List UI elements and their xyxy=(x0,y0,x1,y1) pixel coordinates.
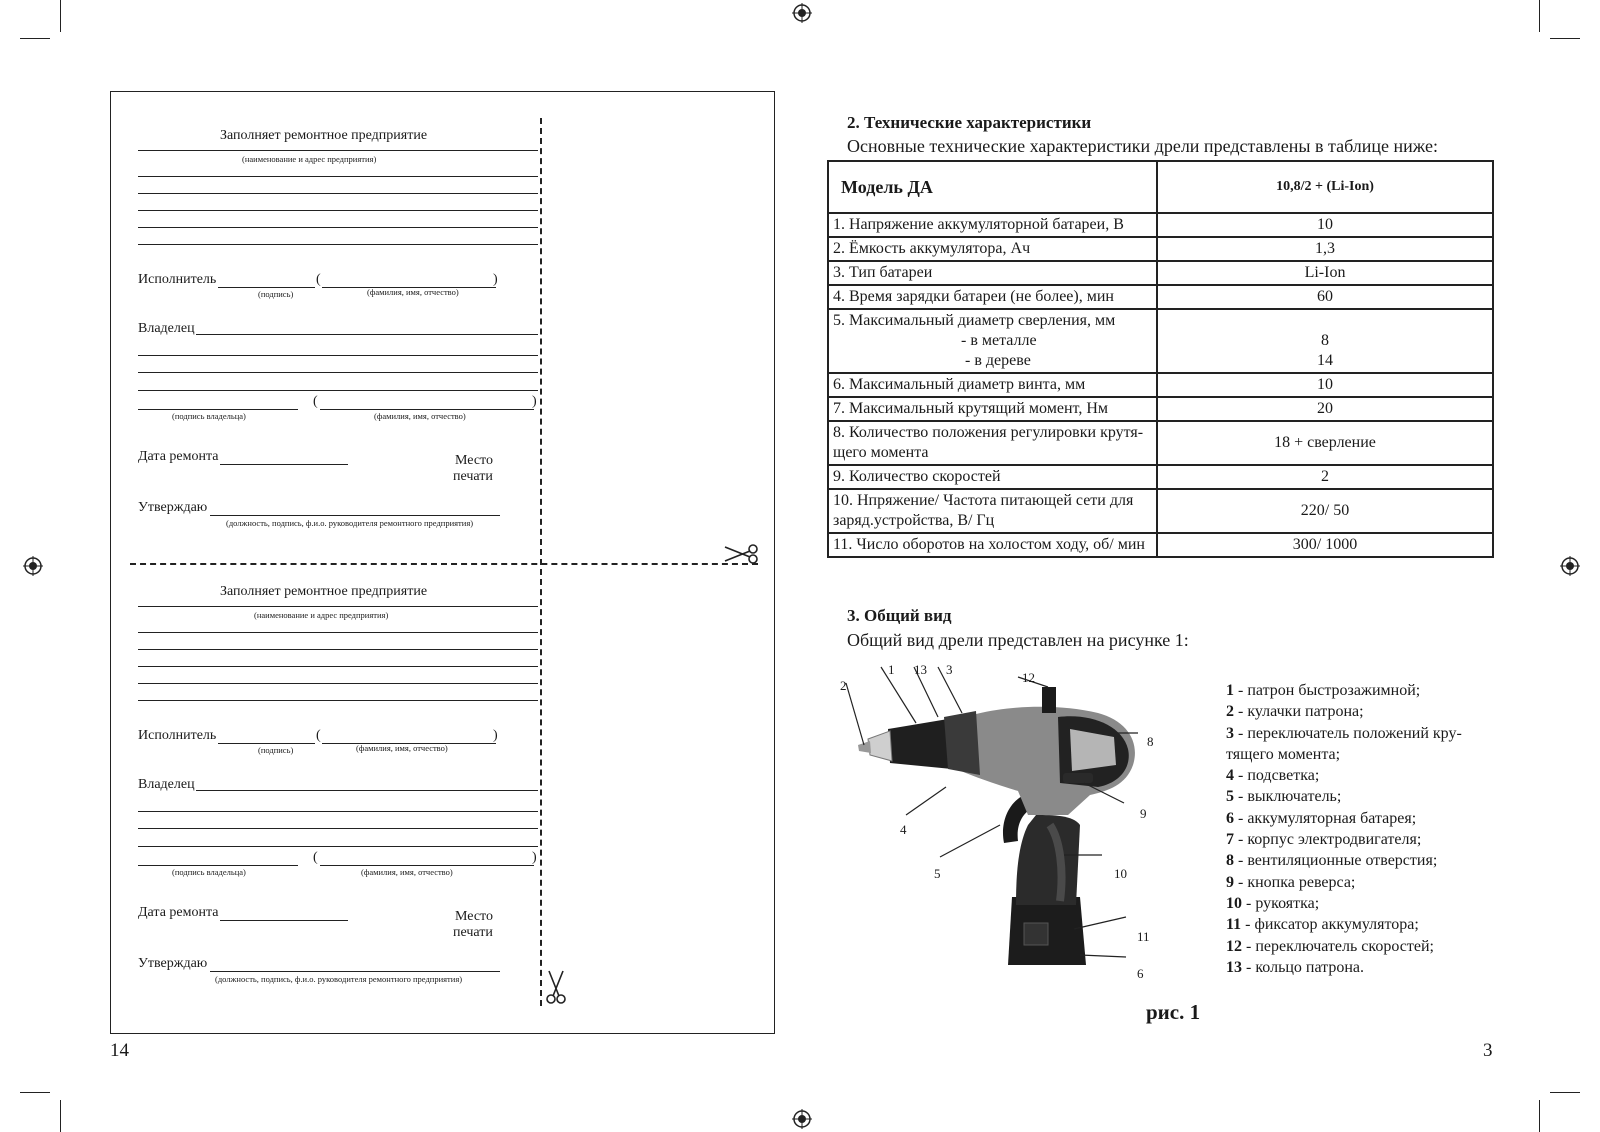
table-row xyxy=(828,489,1493,533)
owner-label: Владелец xyxy=(138,321,195,336)
paren-open: ( xyxy=(313,394,318,409)
legend-item: 1 - патрон быстрозажимной; xyxy=(1226,682,1421,699)
paren-open: ( xyxy=(316,728,321,743)
field-caption: (наименование и адрес предприятия) xyxy=(254,610,389,620)
legend-item: 7 - корпус электродвигателя; xyxy=(1226,831,1422,849)
figure-caption: рис. 1 xyxy=(1146,1000,1201,1024)
callout-label: 6 xyxy=(1137,966,1144,981)
value-cell: 10 xyxy=(1157,373,1493,397)
table-row xyxy=(828,213,1493,237)
registration-mark-icon xyxy=(23,556,43,576)
enterprise-field[interactable] xyxy=(138,606,538,607)
param-cell xyxy=(828,421,1157,465)
owner-field-line[interactable] xyxy=(138,372,538,373)
crop-mark xyxy=(20,1092,50,1093)
callout-label: 8 xyxy=(1147,734,1154,749)
model-value: 10,8/2 + (Li-Ion) xyxy=(1157,161,1493,213)
table-row xyxy=(828,261,1493,285)
param-cell: 6. Максимальный диаметр винта, мм xyxy=(828,373,1157,397)
owner-field-line[interactable] xyxy=(138,828,538,829)
owner-sign-field[interactable] xyxy=(138,865,298,866)
registration-mark-icon xyxy=(1560,556,1580,576)
vertical-cut-line xyxy=(540,118,542,1006)
callout-label: 13 xyxy=(914,662,927,677)
paren-open: ( xyxy=(316,272,321,287)
table-row xyxy=(828,421,1493,465)
field-caption: (наименование и адрес предприятия) xyxy=(242,154,377,164)
approve-label: Утверждаю xyxy=(138,500,208,515)
legend-item: 10 - рукоятка; xyxy=(1226,894,1320,912)
callout-label: 11 xyxy=(1137,929,1150,944)
approve-field[interactable] xyxy=(210,971,500,972)
crop-mark xyxy=(1550,1092,1580,1093)
param-text: 5. Максимальный диаметр сверления, мм xyxy=(833,312,1116,329)
callout-label: 3 xyxy=(946,662,953,677)
param-cell: 7. Максимальный крутящий момент, Нм xyxy=(828,397,1157,421)
crop-mark xyxy=(1539,0,1540,32)
owner-sign-field[interactable] xyxy=(138,409,298,410)
param-text: щего момента xyxy=(833,444,929,461)
registration-mark-icon xyxy=(792,3,812,23)
table-row xyxy=(828,397,1493,421)
owner-field[interactable] xyxy=(196,334,538,335)
scissors-icon xyxy=(546,970,566,1006)
value-cell xyxy=(1157,309,1493,373)
callout-label: 9 xyxy=(1140,806,1147,821)
crop-mark xyxy=(20,38,50,39)
repair-date-field[interactable] xyxy=(220,464,348,465)
param-text: заряд.устройства, В/ Гц xyxy=(833,512,995,529)
registration-mark-icon xyxy=(792,1109,812,1129)
field-caption: (фамилия, имя, отчество) xyxy=(374,411,466,421)
value-cell: 20 xyxy=(1157,397,1493,421)
enterprise-field-line[interactable] xyxy=(138,193,538,194)
param-cell xyxy=(828,489,1157,533)
parts-legend xyxy=(1226,680,1462,978)
value-cell: 18 + сверление xyxy=(1157,421,1493,465)
spec-table xyxy=(827,160,1494,558)
approve-label: Утверждаю xyxy=(138,956,208,971)
form-header: Заполняет ремонтное предприятие xyxy=(220,128,428,143)
repair-date-label: Дата ремонта xyxy=(138,449,219,464)
legend-item: 9 - кнопка реверса; xyxy=(1226,873,1356,891)
value-cell: 300/ 1000 xyxy=(1157,533,1493,557)
page-number-right: 3 xyxy=(1483,1040,1493,1061)
legend-item: 6 - аккумуляторная батарея; xyxy=(1226,809,1417,827)
executor-label: Исполнитель xyxy=(138,272,217,287)
stamp-place-label: печати xyxy=(453,925,493,940)
field-caption: (фамилия, имя, отчество) xyxy=(361,867,453,877)
field-caption: (подпись владельца) xyxy=(172,867,246,877)
model-label: Модель ДА xyxy=(828,161,1157,213)
table-row xyxy=(828,309,1493,373)
paren-close: ) xyxy=(493,728,498,743)
value-cell: 10 xyxy=(1157,213,1493,237)
param-cell: 1. Напряжение аккумуляторной батареи, В xyxy=(828,213,1157,237)
owner-field-line[interactable] xyxy=(138,846,538,847)
crop-mark xyxy=(60,1100,61,1132)
field-caption: (должность, подпись, ф.и.о. руководителя ремонтного предприятия) xyxy=(226,518,474,528)
spec-table-header xyxy=(828,161,1493,213)
enterprise-field-line[interactable] xyxy=(138,683,538,684)
field-caption: (фамилия, имя, отчество) xyxy=(367,287,459,297)
horizontal-cut-line xyxy=(130,563,758,565)
callout-label: 5 xyxy=(934,866,941,881)
owner-name-field[interactable] xyxy=(320,409,534,410)
owner-name-field[interactable] xyxy=(320,865,534,866)
legend-item: 4 - подсветка; xyxy=(1226,767,1320,785)
legend-item: 13 - кольцо патрона. xyxy=(1226,958,1365,976)
repair-date-label: Дата ремонта xyxy=(138,905,219,920)
paren-close: ) xyxy=(493,272,498,287)
form-header: Заполняет ремонтное предприятие xyxy=(220,584,428,599)
legend-item: 8 - вентиляционные отверстия; xyxy=(1226,852,1438,870)
param-text: 8. Количество положения регулировки крутя- xyxy=(833,424,1144,441)
field-caption: (фамилия, имя, отчество) xyxy=(356,743,448,753)
value-cell: 220/ 50 xyxy=(1157,489,1493,533)
param-cell: 2. Ёмкость аккумулятора, Ач xyxy=(828,237,1157,261)
field-caption: (подпись) xyxy=(258,745,294,755)
enterprise-field-line[interactable] xyxy=(138,649,538,650)
legend-item: 11 - фиксатор аккумулятора; xyxy=(1226,916,1419,934)
legend-item: 5 - выключатель; xyxy=(1226,788,1342,806)
legend-item: 3 - переключатель положений кру- xyxy=(1226,724,1462,742)
crop-mark xyxy=(60,0,61,32)
table-row xyxy=(828,237,1493,261)
paren-close: ) xyxy=(532,394,537,409)
executor-label: Исполнитель xyxy=(138,728,217,743)
value-text: 8 xyxy=(1321,332,1329,349)
table-row xyxy=(828,285,1493,309)
scissors-icon xyxy=(724,544,760,564)
param-cell: 3. Тип батареи xyxy=(828,261,1157,285)
owner-field-line[interactable] xyxy=(138,390,538,391)
legend-item: тящего момента; xyxy=(1226,745,1341,763)
section-3-title: 3. Общий вид xyxy=(847,606,952,625)
table-row xyxy=(828,465,1493,489)
enterprise-field-line[interactable] xyxy=(138,666,538,667)
param-cell: 9. Количество скоростей xyxy=(828,465,1157,489)
approve-field[interactable] xyxy=(210,515,500,516)
legend-item: 2 - кулачки патрона; xyxy=(1226,703,1364,721)
paren-open: ( xyxy=(313,850,318,865)
enterprise-field-line[interactable] xyxy=(138,244,538,245)
section-2-intro: Основные технические характеристики дрели представлены в таблице ниже: xyxy=(847,136,1438,156)
owner-field[interactable] xyxy=(196,790,538,791)
callout-label: 1 xyxy=(888,662,895,677)
owner-field-line[interactable] xyxy=(138,811,538,812)
repair-date-field[interactable] xyxy=(220,920,348,921)
param-cell xyxy=(828,309,1157,373)
field-caption: (подпись) xyxy=(258,289,294,299)
callout-label: 4 xyxy=(900,822,907,837)
executor-sign-field[interactable] xyxy=(218,287,315,288)
crop-mark xyxy=(1539,1100,1540,1132)
callout-label: 2 xyxy=(840,678,847,693)
owner-label: Владелец xyxy=(138,777,195,792)
table-row xyxy=(828,373,1493,397)
param-text: 10. Нпряжение/ Частота питающей сети для xyxy=(833,492,1134,509)
field-caption: (должность, подпись, ф.и.о. руководителя ремонтного предприятия) xyxy=(215,974,463,984)
legend-item: 12 - переключатель скоростей; xyxy=(1226,937,1434,955)
enterprise-field-line[interactable] xyxy=(138,632,538,633)
enterprise-field-line[interactable] xyxy=(138,176,538,177)
value-cell: Li-Ion xyxy=(1157,261,1493,285)
executor-sign-field[interactable] xyxy=(218,743,315,744)
value-cell: 60 xyxy=(1157,285,1493,309)
page-number-left: 14 xyxy=(110,1040,129,1061)
param-subtext: - в металле xyxy=(961,332,1037,349)
stamp-place-label: печати xyxy=(453,469,493,484)
enterprise-field-line[interactable] xyxy=(138,700,538,701)
value-cell: 1,3 xyxy=(1157,237,1493,261)
param-cell: 4. Время зарядки батареи (не более), мин xyxy=(828,285,1157,309)
section-2-title: 2. Технические характеристики xyxy=(847,113,1092,132)
param-cell: 11. Число оборотов на холостом ходу, об/ мин xyxy=(828,533,1157,557)
value-text: 14 xyxy=(1317,352,1333,369)
param-subtext: - в дереве xyxy=(965,352,1031,369)
crop-mark xyxy=(1550,38,1580,39)
stamp-place-label: Место xyxy=(455,453,493,468)
section-3-intro: Общий вид дрели представлен на рисунке 1: xyxy=(847,630,1189,650)
field-caption: (подпись владельца) xyxy=(172,411,246,421)
enterprise-field[interactable] xyxy=(138,150,538,151)
value-cell: 2 xyxy=(1157,465,1493,489)
enterprise-field-line[interactable] xyxy=(138,210,538,211)
callout-label: 12 xyxy=(1022,670,1035,685)
callout-label: 10 xyxy=(1114,866,1127,881)
table-row xyxy=(828,533,1493,557)
enterprise-field-line[interactable] xyxy=(138,227,538,228)
paren-close: ) xyxy=(532,850,537,865)
owner-field-line[interactable] xyxy=(138,355,538,356)
stamp-place-label: Место xyxy=(455,909,493,924)
